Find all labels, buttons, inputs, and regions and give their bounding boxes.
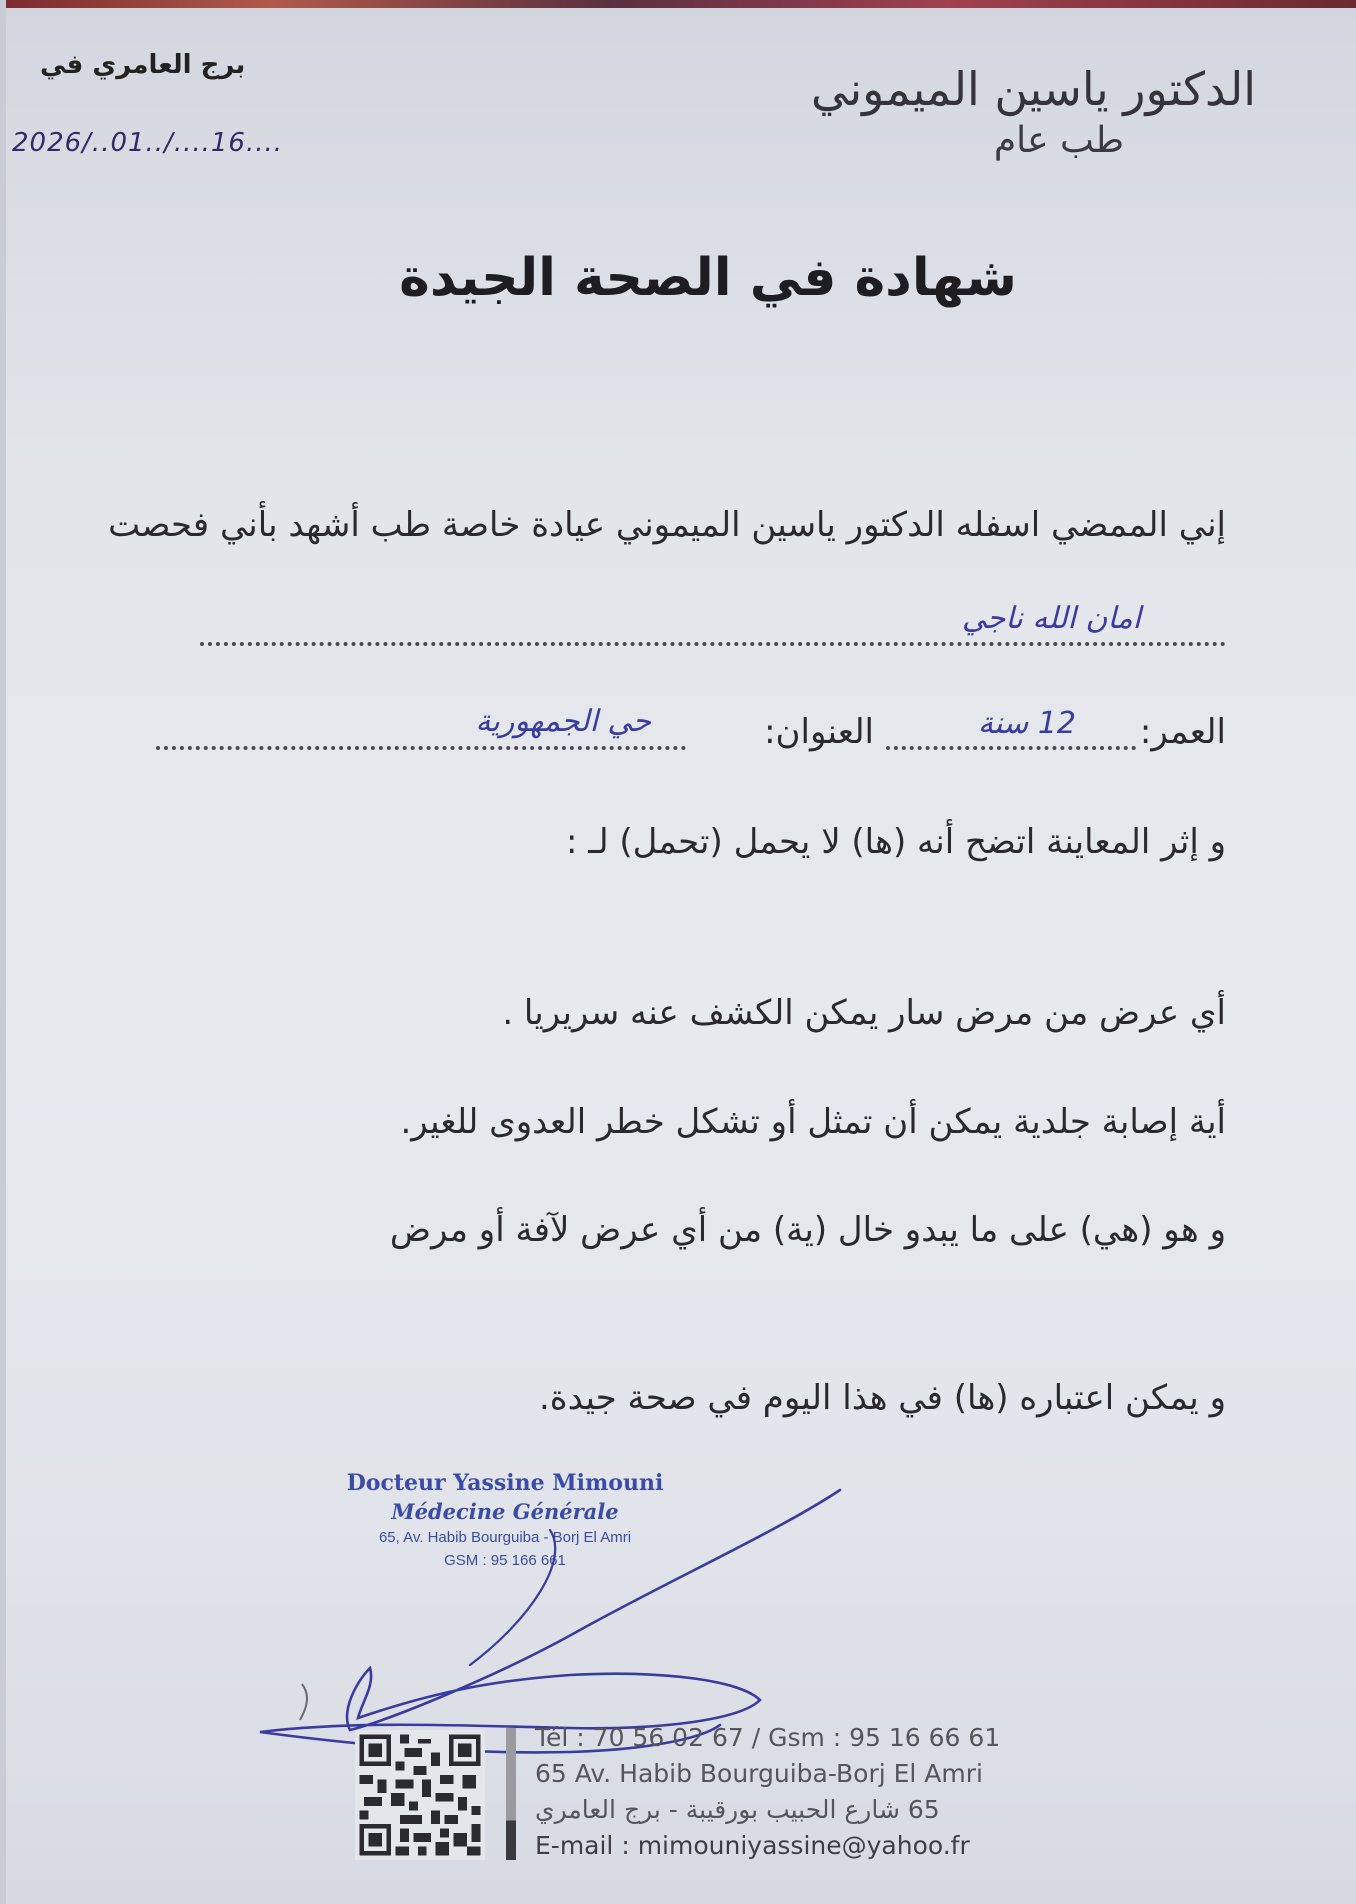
address-label: العنوان: (764, 712, 874, 752)
doctor-name: الدكتور ياسين الميموني (811, 62, 1256, 116)
doctor-specialty: طب عام (993, 120, 1124, 161)
footer-divider (506, 1728, 516, 1860)
age-dotted-line (886, 746, 1136, 750)
footer-phone: Tél : 70 56 02 67 / Gsm : 95 16 66 61 (535, 1723, 1001, 1752)
patient-name-field (200, 598, 1226, 646)
patient-name-value: امان الله ناجي (961, 601, 1141, 636)
footer-address-ar: 65 شارع الحبيب بورقيبة - برج العامري (535, 1795, 940, 1824)
stamp-name: Docteur Yassine Mimouni (346, 1470, 664, 1496)
age-value: 12 سنة (978, 706, 1076, 741)
finding-item: و هو (هي) على ما يبدو خال (ية) من أي عرض لآفة أو مرض (389, 1210, 1226, 1250)
certificate-title: شهادة في الصحة الجيدة (399, 248, 1017, 308)
intro-statement: إني الممضي اسفله الدكتور ياسين الميموني عيادة خاصة طب أشهد بأني فحصت (108, 505, 1226, 545)
qr-code-icon (355, 1730, 485, 1860)
footer-contact (535, 1720, 1000, 1864)
age-address-row (190, 704, 1226, 762)
footer-email: E-mail : mimouniyassine@yahoo.fr (535, 1831, 970, 1860)
stamp-gsm: GSM : 95 166 661 (444, 1552, 566, 1569)
stamp-address: 65, Av. Habib Bourguiba - Borj El Amri (378, 1529, 632, 1546)
date-value: 2026/..01../....16.... (12, 128, 284, 158)
age-label: العمر: (1139, 712, 1226, 752)
finding-item: أي عرض من مرض سار يمكن الكشف عنه سريريا . (502, 993, 1226, 1033)
address-dotted-line (156, 746, 686, 750)
footer-address-fr: 65 Av. Habib Bourguiba-Borj El Amri (535, 1759, 983, 1788)
conclusion-statement: و يمكن اعتباره (ها) في هذا اليوم في صحة جيدة. (538, 1378, 1226, 1418)
examination-result: و إثر المعاينة اتضح أنه (ها) لا يحمل (تحمل) لـ : (566, 822, 1226, 862)
stamp-specialty: Médecine Générale (391, 1499, 619, 1524)
finding-item: أية إصابة جلدية يمكن أن تمثل أو تشكل خطر العدوى للغير. (400, 1102, 1226, 1142)
address-value: حي الجمهورية (475, 704, 651, 739)
place-label: برج العامري في (40, 50, 246, 80)
